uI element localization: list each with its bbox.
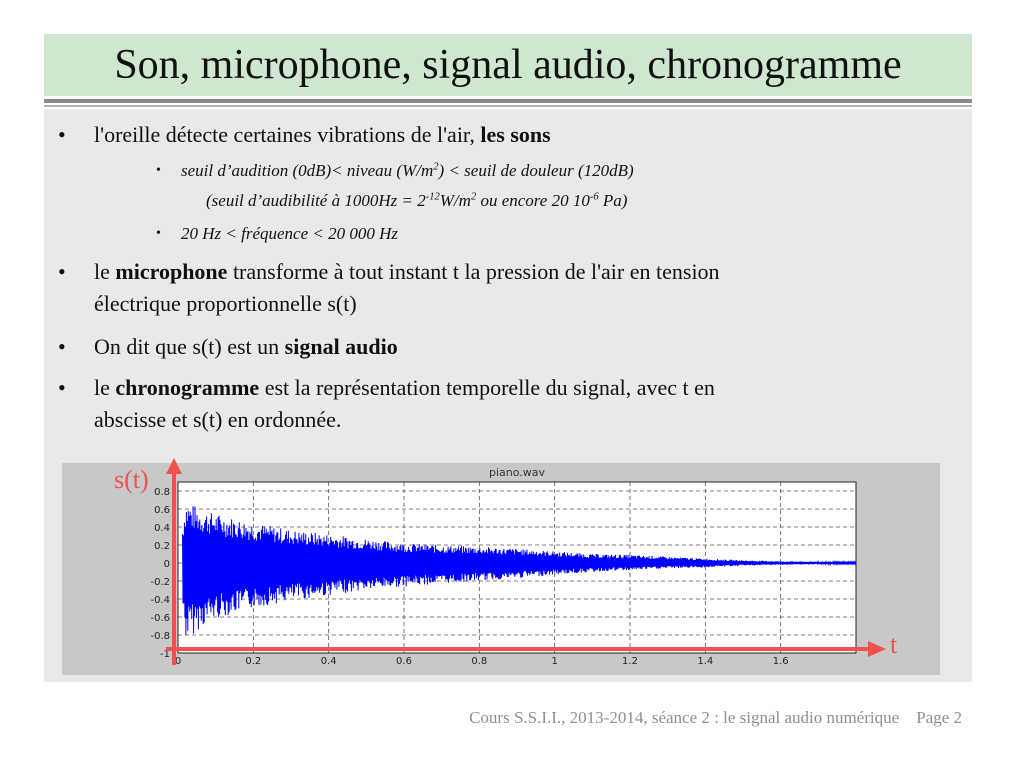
sub-bullet-marker: •: [156, 226, 161, 241]
y-tick-label: 0: [163, 559, 170, 570]
y-tick-label: 0.2: [154, 541, 170, 552]
bullet-chronogramme: le chronogramme est la représentation temporelle du signal, avec t en abscisse et s(t) en ordonnée.: [94, 375, 715, 432]
x-tick-label: 1.2: [622, 656, 638, 667]
x-axis-arrow: [868, 641, 886, 657]
slide-title: Son, microphone, signal audio, chronogramme: [114, 42, 902, 88]
slide-footer: [300, 708, 962, 728]
bullet-marker: •: [58, 122, 66, 147]
x-tick-label: 1: [551, 656, 558, 667]
x-tick-label: 1.6: [772, 656, 789, 667]
sub-bullet-threshold: seuil d’audition (0dB)< niveau $(W/m^2)$ < seuil de douleur (120dB): [181, 161, 634, 180]
y-tick-label: 0.6: [154, 505, 170, 516]
y-axis-label: s(t): [114, 465, 149, 494]
x-tick-label: 0.4: [320, 656, 337, 667]
footer-page: Page 2: [916, 708, 962, 727]
chart-title: piano.wav: [488, 466, 546, 479]
x-tick-label: 0.8: [471, 656, 488, 667]
footer-course: Cours S.S.I.I., 2013-2014, séance 2 : le signal audio numérique: [469, 708, 900, 727]
bullet-ear-text: l'oreille détecte certaines vibrations de l'air,: [94, 122, 481, 147]
bullet-microphone: le microphone transforme à tout instant t la pression de l'air en tension électrique proportionnelle s(t): [94, 259, 720, 316]
y-tick-label: -0.8: [150, 631, 170, 642]
x-tick-label: 1.4: [697, 656, 714, 667]
sub-bullet-marker: •: [156, 163, 161, 178]
sub-bullet-audibility: (seuil d’audibilité à $1000Hz = 2^{-12}W/m^2$ ou encore 20 $10^{-6}$ Pa): [206, 191, 628, 210]
y-tick-label: -0.4: [150, 595, 170, 606]
y-tick-label: -1: [160, 649, 170, 660]
y-tick-label: 0.8: [154, 487, 170, 498]
y-tick-label: -0.2: [150, 577, 170, 588]
bullet-ear-bold: les sons: [480, 122, 551, 147]
bullet-marker: •: [58, 375, 66, 400]
x-axis-label: t: [890, 630, 898, 659]
y-tick-label: 0.4: [154, 523, 170, 534]
x-tick-label: 0.2: [245, 656, 262, 667]
x-tick-label: 0: [174, 656, 182, 667]
bullet-signal-audio: On dit que s(t) est un signal audio: [94, 334, 398, 359]
bullet-marker: •: [58, 334, 66, 359]
x-tick-label: 0.6: [396, 656, 412, 667]
bullet-marker: •: [58, 259, 66, 284]
y-axis-arrow: [166, 458, 182, 474]
y-tick-label: -0.6: [150, 613, 170, 624]
sub-bullet-frequency: 20 Hz < fréquence < 20 000 Hz: [181, 224, 398, 243]
